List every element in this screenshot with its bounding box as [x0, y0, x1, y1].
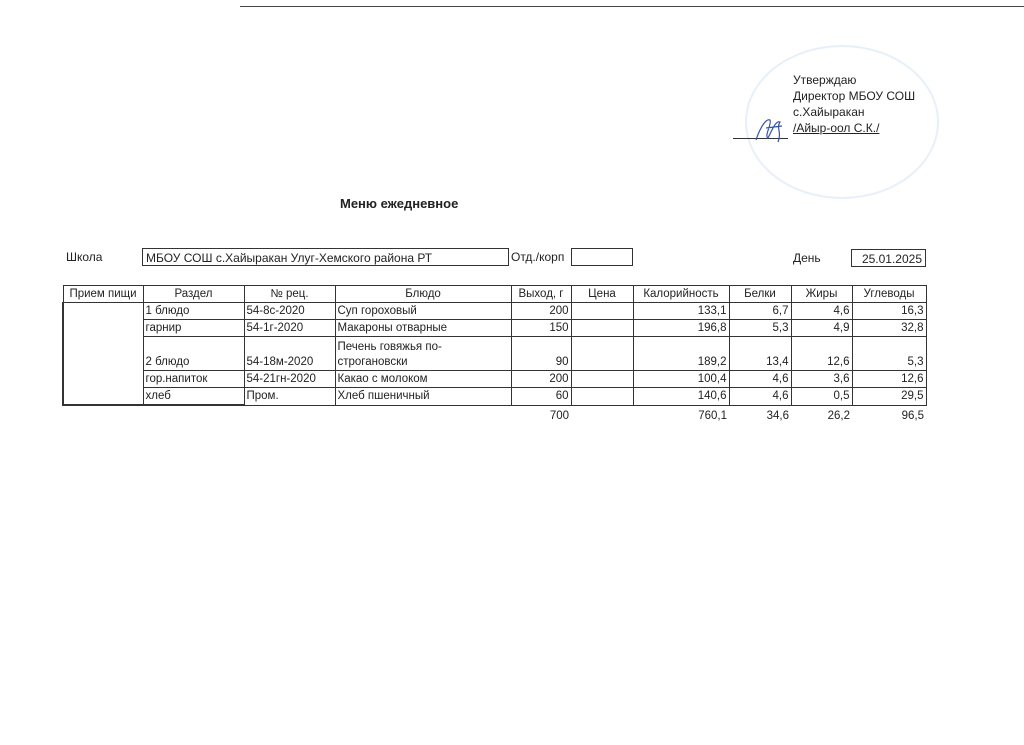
col-header: Углеводы: [852, 286, 926, 303]
day-label: День: [793, 251, 821, 265]
cell-dish: Макароны отварные: [335, 320, 511, 337]
cell-yield: 150: [511, 320, 571, 337]
cell-protein: 5,3: [729, 320, 791, 337]
approval-place: с.Хайыракан: [793, 105, 865, 119]
cell-protein: 4,6: [729, 388, 791, 406]
cell-dish: Суп гороховый: [335, 303, 511, 320]
table-row: [63, 320, 926, 337]
table-row: [63, 303, 926, 320]
cell-yield: 60: [511, 388, 571, 406]
menu-table: [62, 285, 927, 428]
cell-fat: 3,6: [791, 371, 852, 388]
empty-cell: [63, 405, 143, 428]
scan-edge-line: [240, 6, 1024, 7]
cell-fat: 4,9: [791, 320, 852, 337]
cell-recipe: 54-21гн-2020: [244, 371, 335, 388]
cell-price: [571, 320, 633, 337]
cell-kcal: 133,1: [633, 303, 729, 320]
cell-kcal: 140,6: [633, 388, 729, 406]
empty-cell: [335, 405, 511, 428]
cell-carbs: 32,8: [852, 320, 926, 337]
total-protein: 34,6: [766, 410, 789, 423]
cell-recipe: Пром.: [244, 388, 335, 406]
total-carbs: 96,5: [901, 410, 924, 423]
dish-line: строгановски: [337, 356, 408, 368]
cell-yield: 200: [511, 303, 571, 320]
cell-fat: 4,6: [791, 303, 852, 320]
cell-carbs: 29,5: [852, 388, 926, 406]
col-header: Блюдо: [335, 286, 511, 303]
table-row: [63, 337, 926, 371]
table-header: [63, 286, 926, 303]
total-kcal: 760,1: [698, 410, 727, 423]
col-header: Белки: [729, 286, 791, 303]
cell-kcal: 189,2: [633, 337, 729, 371]
empty-cell: [571, 405, 633, 428]
col-header: Цена: [571, 286, 633, 303]
col-header: Раздел: [143, 286, 244, 303]
day-field: 25.01.2025: [851, 249, 926, 267]
col-header: Жиры: [791, 286, 852, 303]
cell-kcal: 196,8: [633, 320, 729, 337]
cell-price: [571, 388, 633, 406]
cell-protein: 13,4: [729, 337, 791, 371]
cell-section: хлеб: [143, 388, 244, 406]
totals-row: [63, 405, 926, 428]
table-row: [63, 388, 926, 406]
cell-carbs: 5,3: [852, 337, 926, 371]
cell-yield: 90: [511, 337, 571, 371]
empty-cell: [244, 405, 335, 428]
col-header: Прием пищи: [63, 286, 143, 303]
col-header: Калорийность: [633, 286, 729, 303]
cell-section: гарнир: [143, 320, 244, 337]
cell-protein: 6,7: [729, 303, 791, 320]
cell-dish: Какао с молоком: [335, 371, 511, 388]
cell-price: [571, 371, 633, 388]
cell-recipe: 54-1г-2020: [244, 320, 335, 337]
signature: [752, 110, 788, 146]
cell-section: гор.напиток: [143, 371, 244, 388]
col-header: № рец.: [244, 286, 335, 303]
empty-cell: [143, 405, 244, 428]
cell-price: [571, 303, 633, 320]
table-row: [63, 371, 926, 388]
school-field: МБОУ СОШ с.Хайыракан Улуг-Хемского района РТ: [142, 248, 509, 266]
school-label: Школа: [66, 250, 103, 264]
cell-section: 2 блюдо: [143, 337, 244, 371]
col-header: Выход, г: [511, 286, 571, 303]
cell-recipe: 54-8с-2020: [244, 303, 335, 320]
cell-carbs: 16,3: [852, 303, 926, 320]
dept-field: [571, 248, 633, 266]
cell-section: 1 блюдо: [143, 303, 244, 320]
page-title: Меню ежедневное: [340, 196, 459, 211]
cell-fat: 0,5: [791, 388, 852, 406]
total-fat: 26,2: [827, 410, 850, 423]
meal-cell: [63, 303, 143, 406]
total-yield: 700: [549, 410, 569, 423]
approval-position: Директор МБОУ СОШ: [793, 89, 916, 103]
approval-block: [793, 72, 915, 136]
approval-name: /Айыр-оол С.К./: [793, 121, 880, 135]
cell-dish: [335, 337, 511, 371]
cell-dish: Хлеб пшеничный: [335, 388, 511, 406]
cell-price: [571, 337, 633, 371]
dish-line: Печень говяжья по-: [337, 341, 442, 353]
cell-kcal: 100,4: [633, 371, 729, 388]
cell-recipe: 54-18м-2020: [244, 337, 335, 371]
cell-fat: 12,6: [791, 337, 852, 371]
dept-label: Отд./корп: [511, 250, 565, 264]
cell-carbs: 12,6: [852, 371, 926, 388]
cell-protein: 4,6: [729, 371, 791, 388]
approval-line: Утверждаю: [793, 73, 857, 87]
cell-yield: 200: [511, 371, 571, 388]
